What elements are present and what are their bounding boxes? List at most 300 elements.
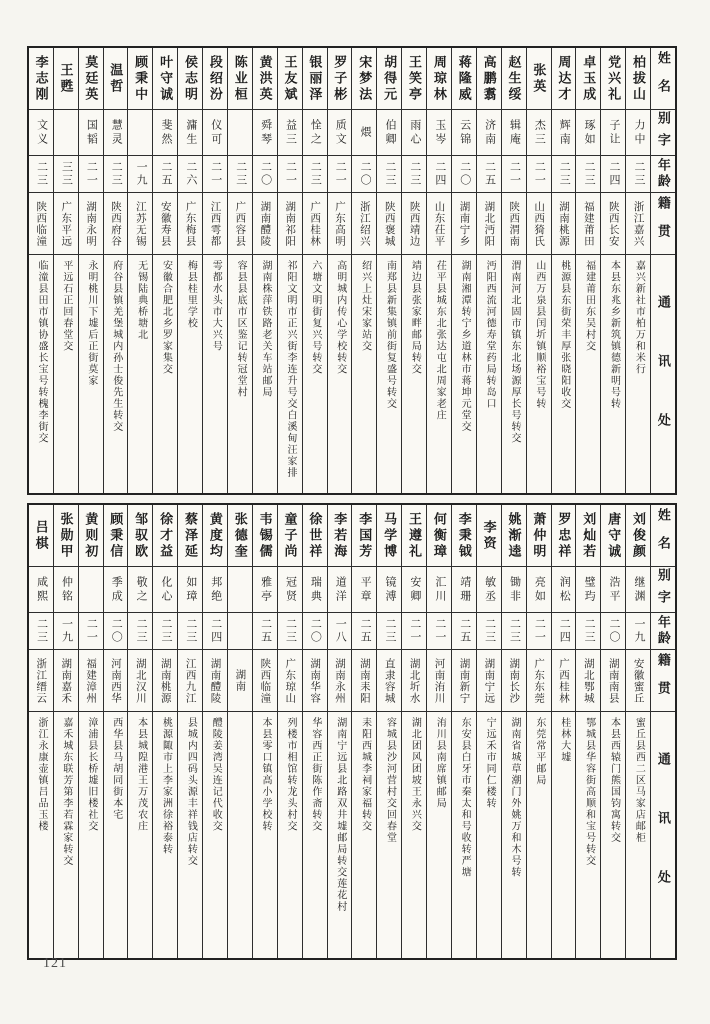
person-origin: 陕西临潼	[253, 650, 277, 712]
person-origin: 湖南耒阳	[352, 650, 376, 712]
person-courtesy-name: 煨	[352, 110, 376, 156]
person-age: 二三	[128, 613, 152, 650]
person-column	[78, 505, 103, 958]
person-origin: 陕西渭南	[502, 193, 526, 255]
person-age: 二三	[29, 613, 53, 650]
person-origin: 湖北鄂城	[576, 650, 600, 712]
header-courtesy-name: 别字	[651, 567, 675, 613]
person-origin: 湖南永州	[328, 650, 352, 712]
person-courtesy-name	[228, 567, 252, 613]
person-name: 罗子彬	[328, 48, 352, 110]
person-age: 二〇	[601, 613, 625, 650]
roster-table-top	[27, 46, 677, 495]
person-name: 邹驭欧	[128, 505, 152, 567]
person-age: 二一	[278, 156, 302, 193]
row-headers-column	[650, 505, 675, 958]
person-origin: 湖北汉川	[128, 650, 152, 712]
person-name: 王笑亭	[402, 48, 426, 110]
person-column	[152, 48, 177, 493]
person-column	[53, 505, 78, 958]
person-column	[451, 48, 476, 493]
person-age: 二一	[79, 613, 103, 650]
person-courtesy-name: 邦绝	[203, 567, 227, 613]
person-name: 黄洪英	[253, 48, 277, 110]
person-age: 二三	[402, 156, 426, 193]
header-name: 姓名	[651, 48, 675, 110]
person-column	[351, 505, 376, 958]
person-courtesy-name: 敬之	[128, 567, 152, 613]
person-address: 沔阳西流河德寿堂药局转岛口	[484, 260, 496, 410]
person-origin: 陕西靖边	[402, 193, 426, 255]
person-origin: 湖南桃源	[552, 193, 576, 255]
person-courtesy-name: 杰三	[527, 110, 551, 156]
person-address: 桃源陬市上李家洲徐裕泰转	[160, 717, 172, 855]
person-courtesy-name: 伯卿	[377, 110, 401, 156]
person-name: 李若海	[328, 505, 352, 567]
person-origin: 江西雩都	[203, 193, 227, 255]
person-address: 本县东兆乡新筑镇德新明号转	[608, 260, 620, 410]
person-address: 本县西辕门熊国钧寓转交	[608, 717, 620, 844]
person-column	[600, 48, 625, 493]
person-courtesy-name: 斐然	[153, 110, 177, 156]
person-address: 嘉兴新社市柏万和米行	[633, 260, 645, 375]
person-origin: 直隶容城	[377, 650, 401, 712]
person-column	[625, 505, 650, 958]
person-origin: 陕西褒城	[377, 193, 401, 255]
person-address: 容县县底市区鉴记转冠堂村	[235, 260, 247, 398]
person-name: 张德奎	[228, 505, 252, 567]
person-address: 无锡陆典桥塘北	[135, 260, 147, 341]
person-address: 桂林大墟	[558, 717, 570, 763]
person-age: 一九	[626, 613, 650, 650]
person-column	[351, 48, 376, 493]
person-courtesy-name: 靖珊	[452, 567, 476, 613]
person-age: 一九	[128, 156, 152, 193]
person-origin: 陕西临潼	[29, 193, 53, 255]
person-address: 高明城内传心学校转交	[334, 260, 346, 375]
person-address: 宁远禾市同仁楼转	[484, 717, 496, 809]
person-address: 山西万泉县闰圻镇顺裕宝号转	[533, 260, 545, 410]
person-column	[177, 505, 202, 958]
person-age: 二五	[352, 613, 376, 650]
person-courtesy-name: 润松	[552, 567, 576, 613]
person-age: 二三	[29, 156, 53, 193]
person-column	[526, 505, 551, 958]
person-name: 温哲	[104, 48, 128, 110]
person-name: 李志刚	[29, 48, 53, 110]
person-age: 二〇	[104, 613, 128, 650]
person-name: 宋梦法	[352, 48, 376, 110]
person-name: 王友斌	[278, 48, 302, 110]
person-name: 莫廷英	[79, 48, 103, 110]
person-column	[501, 505, 526, 958]
person-origin: 安徽寿县	[153, 193, 177, 255]
person-origin: 浙江绍兴	[352, 193, 376, 255]
person-age: 二三	[552, 156, 576, 193]
person-courtesy-name: 恮之	[303, 110, 327, 156]
person-address	[228, 712, 252, 958]
person-name: 唐守诚	[601, 505, 625, 567]
person-address: 六塘文明街复兴号转交	[309, 260, 321, 375]
page-number: 121	[43, 956, 67, 971]
person-name: 段绍汾	[203, 48, 227, 110]
person-name: 徐世祥	[303, 505, 327, 567]
person-address: 漳浦县长桥墟旧楼社交	[85, 717, 97, 832]
person-courtesy-name: 化心	[153, 567, 177, 613]
person-column	[29, 505, 53, 958]
person-age: 二四	[427, 156, 451, 193]
person-age: 二四	[552, 613, 576, 650]
person-age: 二五	[452, 613, 476, 650]
person-origin: 湖北圻水	[402, 650, 426, 712]
header-origin: 籍贯	[651, 193, 675, 255]
person-courtesy-name: 雨心	[402, 110, 426, 156]
person-column	[78, 48, 103, 493]
person-origin: 山东茌平	[427, 193, 451, 255]
person-courtesy-name: 冠贤	[278, 567, 302, 613]
person-name: 黄度均	[203, 505, 227, 567]
person-courtesy-name: 国韬	[79, 110, 103, 156]
person-address: 本县零口镇高小学校转	[260, 717, 272, 832]
person-age: 二三	[303, 156, 327, 193]
person-origin: 湖南醴陵	[203, 650, 227, 712]
person-column	[451, 505, 476, 958]
person-column	[327, 48, 352, 493]
person-origin: 湖南桃源	[153, 650, 177, 712]
person-name: 李资	[477, 505, 501, 567]
person-courtesy-name: 辑庵	[502, 110, 526, 156]
person-origin: 湖南华容	[303, 650, 327, 712]
person-origin: 山西猗氏	[527, 193, 551, 255]
person-courtesy-name: 镜溥	[377, 567, 401, 613]
person-age: 二〇	[352, 156, 376, 193]
person-age: 二一	[427, 613, 451, 650]
person-column	[575, 48, 600, 493]
person-courtesy-name: 舜琴	[253, 110, 277, 156]
person-address: 梅县桂里学校	[185, 260, 197, 329]
person-column	[252, 48, 277, 493]
person-column	[401, 48, 426, 493]
person-address: 茌平县城东北张达屯北周家老庄	[434, 260, 446, 421]
person-column	[103, 505, 128, 958]
person-origin: 广东东莞	[527, 650, 551, 712]
person-column	[526, 48, 551, 493]
person-column	[551, 505, 576, 958]
person-courtesy-name: 仲铭	[54, 567, 78, 613]
person-column	[401, 505, 426, 958]
person-name: 姚渐逵	[502, 505, 526, 567]
person-origin: 湖南南县	[601, 650, 625, 712]
person-address: 洧川县南席镇邮局	[434, 717, 446, 809]
person-name: 刘灿若	[576, 505, 600, 567]
header-address: 通讯处	[655, 752, 671, 929]
person-origin: 江西九江	[178, 650, 202, 712]
person-origin: 湖南长沙	[502, 650, 526, 712]
person-address: 东安县白牙市秦太和号收转严塘	[459, 717, 471, 878]
person-age: 二〇	[303, 613, 327, 650]
person-name: 张英	[527, 48, 551, 110]
person-age: 二三	[377, 156, 401, 193]
person-origin: 广西桂林	[303, 193, 327, 255]
person-column	[376, 505, 401, 958]
person-age: 三三	[54, 156, 78, 193]
person-name: 叶守诚	[153, 48, 177, 110]
person-age: 二三	[377, 613, 401, 650]
person-age: 二三	[576, 156, 600, 193]
person-column	[202, 48, 227, 493]
person-name: 周达才	[552, 48, 576, 110]
person-courtesy-name: 文义	[29, 110, 53, 156]
person-origin: 陕西长安	[601, 193, 625, 255]
person-courtesy-name	[128, 110, 152, 156]
person-name: 黄则初	[79, 505, 103, 567]
person-column	[152, 505, 177, 958]
person-origin: 江苏无锡	[128, 193, 152, 255]
person-age: 二〇	[452, 156, 476, 193]
person-courtesy-name: 锄非	[502, 567, 526, 613]
person-name: 胡得元	[377, 48, 401, 110]
person-origin: 广东琼山	[278, 650, 302, 712]
person-courtesy-name: 慧灵	[104, 110, 128, 156]
person-name: 蒋隆威	[452, 48, 476, 110]
header-name: 姓名	[651, 505, 675, 567]
person-courtesy-name: 质文	[328, 110, 352, 156]
person-origin: 湖南醴陵	[253, 193, 277, 255]
person-age: 二一	[328, 156, 352, 193]
person-courtesy-name	[79, 567, 103, 613]
person-address: 桃源县东街荣丰厚张晓阳收交	[558, 260, 570, 410]
person-name: 银丽泽	[303, 48, 327, 110]
person-age: 二一	[502, 156, 526, 193]
person-origin: 福建莆田	[576, 193, 600, 255]
person-courtesy-name: 瑞典	[303, 567, 327, 613]
person-origin: 广西容县	[228, 193, 252, 255]
row-headers-column	[650, 48, 675, 493]
person-name: 马学博	[377, 505, 401, 567]
person-address: 浙江永康壶镇吕品玉楼	[36, 717, 48, 832]
person-name: 陈业桓	[228, 48, 252, 110]
person-column	[376, 48, 401, 493]
person-courtesy-name: 咸熙	[29, 567, 53, 613]
person-age: 二三	[178, 613, 202, 650]
person-column	[501, 48, 526, 493]
person-age: 二一	[79, 156, 103, 193]
person-column	[302, 48, 327, 493]
person-courtesy-name: 敏丞	[477, 567, 501, 613]
person-column	[426, 505, 451, 958]
person-origin: 湖南宁乡	[452, 193, 476, 255]
person-age: 二五	[153, 156, 177, 193]
person-address: 湖南株萍铁路老关车站邮局	[260, 260, 272, 398]
person-column	[476, 48, 501, 493]
person-address: 嘉禾城东联芳第李若霖家转交	[60, 717, 72, 867]
person-name: 何衡璋	[427, 505, 451, 567]
person-address: 醴陵姜湾吴连记代收交	[210, 717, 222, 832]
person-name: 徐才益	[153, 505, 177, 567]
person-column	[103, 48, 128, 493]
person-address: 渭南河北固市镇东北场源厚长号转交	[508, 260, 520, 444]
person-name: 卓玉成	[576, 48, 600, 110]
person-origin: 安徽蜜丘	[626, 650, 650, 712]
person-origin: 浙江缙云	[29, 650, 53, 712]
person-column	[127, 505, 152, 958]
person-origin: 广东梅县	[178, 193, 202, 255]
person-column	[202, 505, 227, 958]
header-address: 通讯处	[655, 295, 671, 472]
person-address: 华容西正街陈作斋转交	[309, 717, 321, 832]
person-name: 赵生绥	[502, 48, 526, 110]
person-name: 蔡泽延	[178, 505, 202, 567]
person-column	[29, 48, 53, 493]
person-courtesy-name: 雅亭	[253, 567, 277, 613]
person-column	[426, 48, 451, 493]
person-name: 吕棋	[29, 505, 53, 567]
header-age: 年龄	[651, 156, 675, 193]
person-address: 临潼县田市镇协盛长宝号转槐李街交	[36, 260, 48, 444]
person-address: 福建莆田东吴村交	[583, 260, 595, 352]
person-column	[177, 48, 202, 493]
person-courtesy-name: 力中	[626, 110, 650, 156]
person-courtesy-name: 汇川	[427, 567, 451, 613]
person-column	[327, 505, 352, 958]
person-name: 周琼林	[427, 48, 451, 110]
person-address: 湖南省城草潮门外姚万和木号转	[508, 717, 520, 878]
person-courtesy-name: 璧玙	[576, 567, 600, 613]
person-origin: 湖南宁远	[477, 650, 501, 712]
person-age: 二五	[477, 156, 501, 193]
person-courtesy-name	[228, 110, 252, 156]
person-origin: 河南西华	[104, 650, 128, 712]
person-courtesy-name: 亮如	[527, 567, 551, 613]
person-courtesy-name: 浩平	[601, 567, 625, 613]
person-name: 顾秉中	[128, 48, 152, 110]
person-courtesy-name: 如璋	[178, 567, 202, 613]
person-address: 安徽合肥北乡罗家集交	[160, 260, 172, 375]
person-age: 二三	[228, 156, 252, 193]
person-column	[551, 48, 576, 493]
person-origin: 湖南嘉禾	[54, 650, 78, 712]
person-age: 二六	[178, 156, 202, 193]
person-courtesy-name: 滽生	[178, 110, 202, 156]
person-name: 童子尚	[278, 505, 302, 567]
person-age: 二三	[278, 613, 302, 650]
person-name: 李秉钺	[452, 505, 476, 567]
person-courtesy-name: 继渊	[626, 567, 650, 613]
person-address: 鄂城县华容街高顺和宝号转交	[583, 717, 595, 867]
person-name: 刘俊颜	[626, 505, 650, 567]
person-address: 列楼市相馆转龙头村交	[284, 717, 296, 832]
person-name: 罗忠祥	[552, 505, 576, 567]
person-column	[127, 48, 152, 493]
person-address: 湖南宁远县北路双井墟邮局转交莲花村	[334, 717, 346, 913]
person-address: 平远石正回春堂交	[60, 260, 72, 352]
person-column	[252, 505, 277, 958]
person-origin: 湖南新宁	[452, 650, 476, 712]
person-age: 一八	[328, 613, 352, 650]
person-address: 府谷县镇羌堡城内孙士俊先生转交	[110, 260, 122, 433]
header-age: 年龄	[651, 613, 675, 650]
person-address: 湖南湘潭转宁乡道林市蒋坤元堂交	[459, 260, 471, 433]
person-column	[227, 505, 252, 958]
person-age: 一九	[54, 613, 78, 650]
person-column	[600, 505, 625, 958]
person-age: 二三	[104, 156, 128, 193]
person-address: 耒阳西城李祠家福转交	[359, 717, 371, 832]
person-age: 二三	[477, 613, 501, 650]
person-column	[476, 505, 501, 958]
person-origin: 湖南祁阳	[278, 193, 302, 255]
person-age: 二四	[601, 156, 625, 193]
person-address: 容城县沙河营村交回春堂	[384, 717, 396, 844]
person-courtesy-name: 安卿	[402, 567, 426, 613]
person-origin: 广东平远	[54, 193, 78, 255]
person-origin: 湖南永明	[79, 193, 103, 255]
person-age: 二一	[527, 156, 551, 193]
person-origin: 河南洧川	[427, 650, 451, 712]
person-courtesy-name: 琢如	[576, 110, 600, 156]
person-age: 二〇	[253, 156, 277, 193]
person-courtesy-name: 辉南	[552, 110, 576, 156]
person-address: 永明桃川下墟后正街莫家	[85, 260, 97, 387]
person-address: 西华县马胡同街本宅	[110, 717, 122, 821]
person-age: 二四	[203, 613, 227, 650]
person-age	[228, 613, 252, 650]
person-age: 二一	[203, 156, 227, 193]
person-address: 绍兴上灶宋家站交	[359, 260, 371, 352]
person-column	[227, 48, 252, 493]
person-name: 顾秉信	[104, 505, 128, 567]
person-name: 张勋甲	[54, 505, 78, 567]
person-address: 县城内四码头源丰祥钱店转交	[185, 717, 197, 867]
person-age: 二三	[576, 613, 600, 650]
person-courtesy-name: 平章	[352, 567, 376, 613]
person-origin: 湖南	[228, 650, 252, 712]
person-origin: 福建漳州	[79, 650, 103, 712]
person-age: 二三	[502, 613, 526, 650]
header-origin: 籍贯	[651, 650, 675, 712]
person-column	[53, 48, 78, 493]
person-column	[575, 505, 600, 958]
person-name: 王甦	[54, 48, 78, 110]
person-name: 李国芳	[352, 505, 376, 567]
roster-table-bottom	[27, 503, 677, 960]
person-courtesy-name: 仪可	[203, 110, 227, 156]
person-origin: 陕西府谷	[104, 193, 128, 255]
person-column	[277, 48, 302, 493]
person-courtesy-name	[54, 110, 78, 156]
person-age: 二一	[527, 613, 551, 650]
person-courtesy-name: 子让	[601, 110, 625, 156]
person-address: 祁阳文明市正兴街李连升号交白溪甸汪家排	[284, 260, 296, 479]
person-age: 二五	[253, 613, 277, 650]
person-name: 党兴礼	[601, 48, 625, 110]
person-address: 蜜丘县西二区马家店邮柜	[633, 717, 645, 844]
person-address: 东莞常平邮局	[533, 717, 545, 786]
person-age: 二一	[402, 613, 426, 650]
person-age: 二三	[626, 156, 650, 193]
person-name: 侯志明	[178, 48, 202, 110]
person-courtesy-name: 玉岑	[427, 110, 451, 156]
person-address: 湖北团风团坡王永兴交	[409, 717, 421, 832]
person-origin: 浙江嘉兴	[626, 193, 650, 255]
person-name: 萧仲明	[527, 505, 551, 567]
person-age: 二三	[153, 613, 177, 650]
person-column	[625, 48, 650, 493]
person-column	[302, 505, 327, 958]
person-address: 靖边县张家畔邮局转交	[409, 260, 421, 375]
header-courtesy-name: 别字	[651, 110, 675, 156]
person-name: 柏拔山	[626, 48, 650, 110]
